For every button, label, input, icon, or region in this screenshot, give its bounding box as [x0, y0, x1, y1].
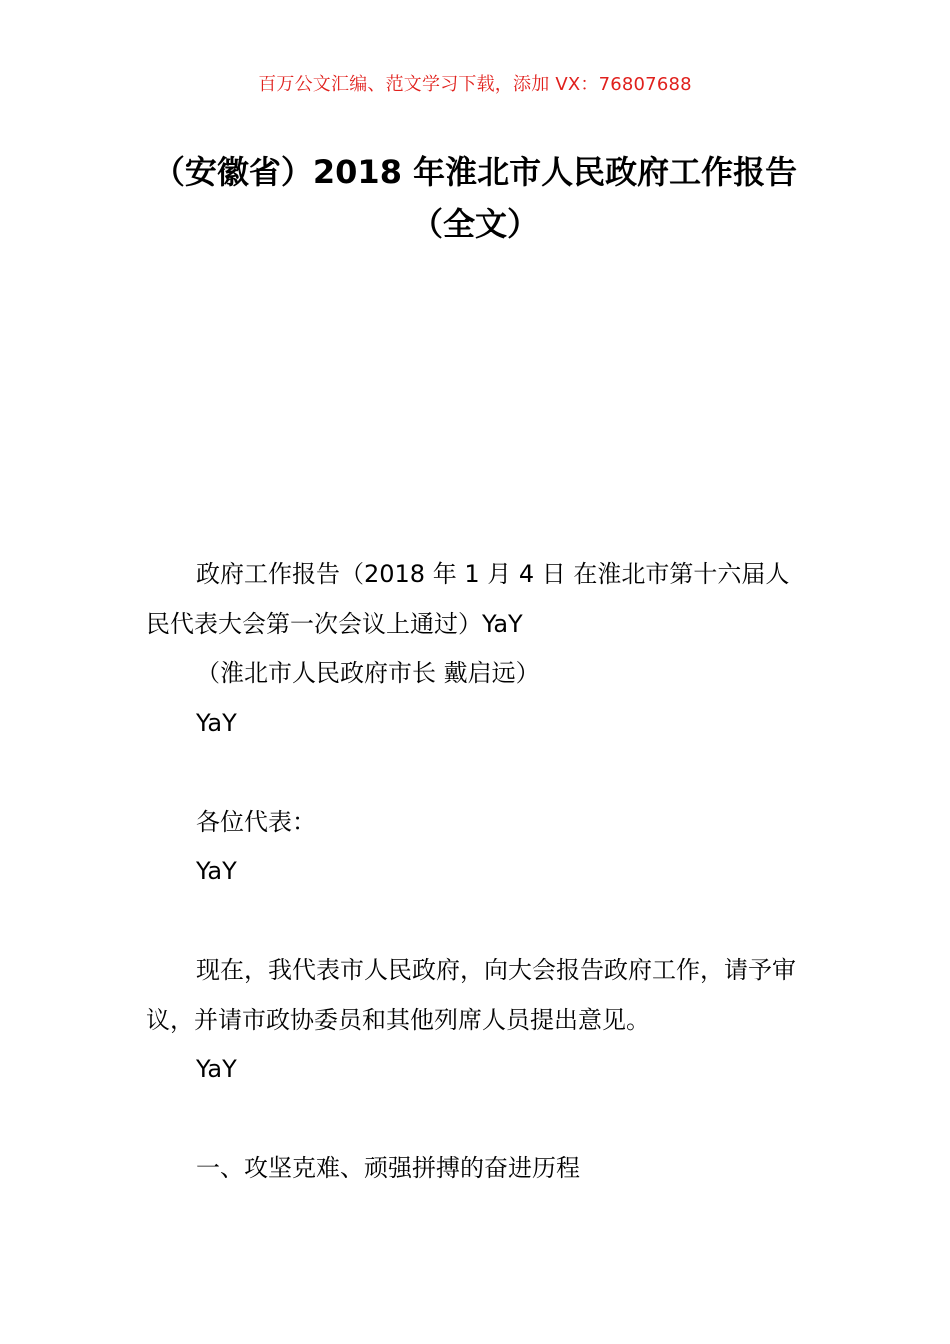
document-title: （安徽省）2018 年淮北市人民政府工作报告（全文） — [152, 153, 798, 243]
blank-line — [146, 897, 810, 947]
paragraph-salutation: 各位代表： — [196, 807, 316, 836]
paragraph-marker: YaY — [196, 1055, 237, 1083]
blank-line — [146, 748, 810, 798]
header-promo-note: 百万公文汇编、范文学习下载，添加 VX：76807688 — [258, 74, 692, 95]
section-heading: 一、攻坚克难、顽强拼搏的奋进历程 — [196, 1154, 580, 1182]
paragraph-marker: YaY — [196, 708, 237, 737]
paragraph-mayor: （淮北市人民政府市长 戴启远） — [196, 659, 540, 687]
paragraph-intro: 现在，我代表市人民政府，向大会报告政府工作，请予审议，并请市政协委员和其他列席人员提出意见。 — [146, 956, 796, 1034]
paragraph-marker: YaY — [196, 857, 237, 885]
document-body — [146, 550, 810, 1194]
paragraph-report-info: 政府工作报告（2018 年 1 月 4 日 在淮北市第十六届人民代表大会第一次会议上通过）YaY — [146, 560, 790, 638]
blank-line — [146, 1095, 810, 1145]
